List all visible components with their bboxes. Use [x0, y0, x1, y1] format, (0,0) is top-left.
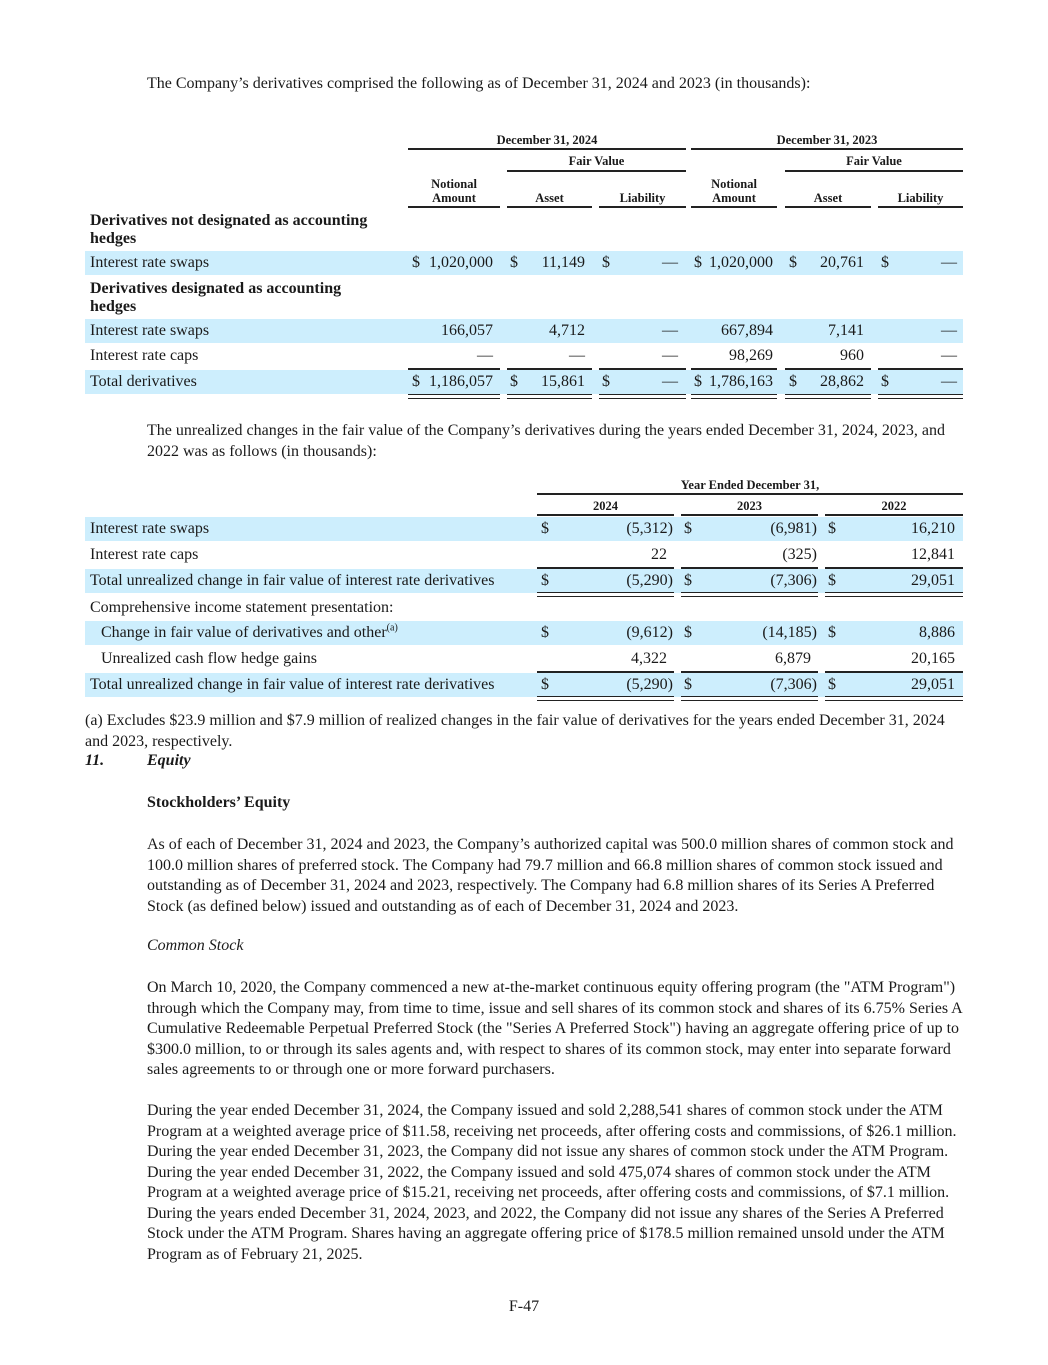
asset-2024: — — [569, 347, 585, 364]
col-asset-2024: Asset — [535, 191, 564, 205]
dollar-sign: $ — [789, 254, 797, 271]
liability-2024: — — [662, 373, 678, 390]
header-rule — [681, 514, 818, 516]
section-not-designated: Derivatives not designated as accounting hedges — [90, 212, 368, 247]
derivatives-intro-text: The Company’s derivatives comprised the following as of December 31, 2024 and 2023 (in thousands): — [147, 75, 811, 92]
value-2022: 8,886 — [919, 624, 955, 641]
double-rule — [599, 394, 686, 399]
table-row-total — [85, 569, 963, 593]
liability-2023: — — [941, 322, 957, 339]
table-row — [85, 621, 963, 645]
value-2022: 12,841 — [911, 546, 955, 563]
header-rule — [599, 206, 686, 208]
dollar-sign: $ — [541, 572, 549, 589]
dollar-sign: $ — [828, 676, 836, 693]
dollar-sign: $ — [684, 676, 692, 693]
col-asset-2023: Asset — [813, 191, 843, 205]
row-label: Change in fair value of derivatives and other$^{(a)}$ — [101, 622, 398, 641]
header-rule — [785, 170, 963, 172]
value-2024: (5,290) — [626, 572, 673, 589]
header-rule — [408, 206, 500, 208]
notional-2024: — — [477, 347, 493, 364]
header-rule — [537, 514, 674, 516]
value-2024: (5,290) — [626, 676, 673, 693]
notional-2024: 1,186,057 — [429, 373, 493, 390]
header-rule — [537, 493, 963, 495]
col-notional-2024: Notional Amount — [431, 177, 477, 205]
header-rule — [825, 514, 963, 516]
row-label: Interest rate caps — [90, 347, 199, 364]
row-label: Interest rate swaps — [90, 254, 210, 271]
row-label: Total unrealized change in fair value of interest rate derivatives — [90, 572, 495, 589]
value-2024: 22 — [651, 546, 667, 563]
value-2024: 4,322 — [631, 650, 667, 667]
header-rule — [785, 206, 871, 208]
double-rule — [408, 394, 500, 399]
double-rule — [878, 394, 963, 399]
page-number: F-47 — [508, 1298, 540, 1315]
table-row-subheading — [85, 596, 963, 620]
header-rule — [691, 148, 963, 150]
asset-2024: 11,149 — [541, 254, 585, 271]
value-2022: 20,165 — [911, 650, 955, 667]
value-2022: 16,210 — [911, 520, 955, 537]
asset-2023: 20,761 — [820, 254, 864, 271]
dollar-sign: $ — [694, 373, 702, 390]
section-designated: Derivatives designated as accounting hedges — [90, 280, 342, 315]
double-rule — [507, 394, 592, 399]
table-row — [85, 543, 963, 567]
col-2022: 2022 — [881, 499, 907, 513]
dollar-sign: $ — [684, 520, 692, 537]
double-rule — [537, 696, 674, 701]
dollar-sign: $ — [541, 676, 549, 693]
dollar-sign: $ — [684, 572, 692, 589]
notional-2023: 1,020,000 — [709, 254, 773, 271]
col-liability-2024: Liability — [619, 191, 666, 205]
notional-2024: 166,057 — [441, 322, 493, 339]
header-rule — [408, 148, 686, 150]
dollar-sign: $ — [541, 624, 549, 641]
value-2023: (14,185) — [762, 624, 817, 641]
row-label: Comprehensive income statement presentation: — [90, 599, 394, 616]
common-stock-heading: Common Stock — [147, 937, 244, 954]
year-ended-header: Year Ended December 31, — [680, 478, 820, 492]
period-header-2023: December 31, 2023 — [776, 133, 878, 147]
header-rule — [507, 206, 592, 208]
issuance-paragraph: During the year ended December 31, 2024, the Company issued and sold 2,288,541 shares of common stock under the ATM Program at a weighted average price of $11.58, receiving net proceeds, after offering costs and commissions, of $26.1 million. During the year ended December 31, 2023, the Company did not issue any shares of common stock under the ATM Program. During the year ended December 31, 2022, the Company issued and sold 475,074 shares of common stock under the ATM Program at a weighted average price of $15.21, receiving net proceeds, after offering costs and commissions, of $7.1 million. During the years ended December 31, 2024, 2023, and 2022, the Company did not issue any shares of the Series A Preferred Stock under the ATM Program. Shares having an aggregate offering price of $178.5 million remained unsold under the ATM Program as of February 21, 2025. — [147, 1102, 957, 1263]
table-row — [85, 647, 963, 671]
dollar-sign: $ — [602, 254, 610, 271]
table-row-total — [85, 673, 963, 697]
dollar-sign: $ — [602, 373, 610, 390]
value-2023: (6,981) — [770, 520, 817, 537]
header-rule — [691, 206, 777, 208]
dollar-sign: $ — [881, 373, 889, 390]
col-2023: 2023 — [737, 499, 762, 513]
atm-program-paragraph: On March 10, 2020, the Company commenced a new at-the-market continuous equity offering program (the "ATM Program") through which the Company may, from time to time, issue and sell shares of its common stock and shares of its 6.75% Series A Cumulative Redeemable Perpetual Preferred Stock (the "Series A Preferred Stock") having an aggregate offering price of up to $300.0 million, to or through its sales agents and, with respect to shares of its common stock, may enter into separate forward sales agreements to or through one or more forward purchasers. — [147, 979, 962, 1078]
asset-2024: 15,861 — [541, 373, 585, 390]
dollar-sign: $ — [828, 520, 836, 537]
table-row — [85, 251, 963, 275]
value-2023: (7,306) — [770, 676, 817, 693]
row-label: Interest rate swaps — [90, 322, 210, 339]
dollar-sign: $ — [828, 624, 836, 641]
liability-2023: — — [941, 254, 957, 271]
asset-2024: 4,712 — [549, 322, 585, 339]
value-2022: 29,051 — [911, 676, 955, 693]
asset-2023: 7,141 — [828, 322, 864, 339]
asset-2023: 960 — [840, 347, 864, 364]
value-2022: 29,051 — [911, 572, 955, 589]
table-row — [85, 319, 963, 343]
value-2023: 6,879 — [775, 650, 811, 667]
stockholders-equity-heading: Stockholders’ Equity — [147, 794, 291, 811]
footnote-ref: (a) — [386, 622, 398, 634]
table-row — [85, 344, 963, 368]
liability-2023: — — [941, 347, 957, 364]
double-rule — [825, 696, 963, 701]
notional-2023: 667,894 — [721, 322, 773, 339]
col-notional-2023: Notional Amount — [711, 177, 757, 205]
liability-2024: — — [662, 347, 678, 364]
notional-2023: 1,786,163 — [709, 373, 773, 390]
row-label: Total derivatives — [90, 373, 197, 390]
header-rule — [878, 206, 963, 208]
double-rule — [691, 394, 777, 399]
dollar-sign: $ — [510, 373, 518, 390]
value-2023: (7,306) — [770, 572, 817, 589]
dollar-sign: $ — [510, 254, 518, 271]
dollar-sign: $ — [412, 373, 420, 390]
fair-value-header-2024: Fair Value — [568, 154, 625, 168]
section-title: Equity — [147, 752, 191, 769]
dollar-sign: $ — [694, 254, 702, 271]
asset-2023: 28,862 — [820, 373, 864, 390]
footnote-a: (a) Excludes $23.9 million and $7.9 million of realized changes in the fair value of derivatives for the years ended December 31, 2024 and 2023, respectively. — [85, 712, 945, 750]
row-label: Total unrealized change in fair value of interest rate derivatives — [90, 676, 495, 693]
liability-2024: — — [662, 322, 678, 339]
section-number: 11. — [85, 752, 105, 769]
dollar-sign: $ — [684, 624, 692, 641]
col-2024: 2024 — [593, 499, 618, 513]
header-rule — [507, 170, 686, 172]
authorized-capital-paragraph: As of each of December 31, 2024 and 2023, the Company’s authorized capital was 500.0 million shares of common stock and 100.0 million shares of preferred stock. The Company had 79.7 million and 66.8 million shares of common stock issued and outstanding as of December 31, 2024 and 2023, respectively. The Company had 6.8 million shares of its Series A Preferred Stock (as defined below) issued and outstanding as of each of December 31, 2024 and 2023. — [147, 836, 954, 915]
notional-2024: 1,020,000 — [429, 254, 493, 271]
dollar-sign: $ — [412, 254, 420, 271]
value-2024: (5,312) — [626, 520, 673, 537]
col-liability-2023: Liability — [897, 191, 944, 205]
dollar-sign: $ — [541, 520, 549, 537]
row-label: Interest rate swaps — [90, 520, 210, 537]
row-label: Interest rate caps — [90, 546, 199, 563]
double-rule — [785, 394, 871, 399]
notional-2023: 98,269 — [729, 347, 773, 364]
liability-2023: — — [941, 373, 957, 390]
table-row-total — [85, 370, 963, 394]
fair-value-header-2023: Fair Value — [846, 154, 902, 168]
table-row — [85, 517, 963, 541]
unrealized-intro-text: The unrealized changes in the fair value of the Company’s derivatives during the years ended December 31, 2024, 2023, and 2022 was as follows (in thousands): — [147, 422, 945, 460]
dollar-sign: $ — [828, 572, 836, 589]
double-rule — [681, 696, 818, 701]
row-label: Unrealized cash flow hedge gains — [101, 650, 317, 667]
dollar-sign: $ — [881, 254, 889, 271]
liability-2024: — — [662, 254, 678, 271]
value-2024: (9,612) — [626, 624, 673, 641]
value-2023: (325) — [782, 546, 817, 563]
period-header-2024: December 31, 2024 — [496, 133, 598, 147]
dollar-sign: $ — [789, 373, 797, 390]
